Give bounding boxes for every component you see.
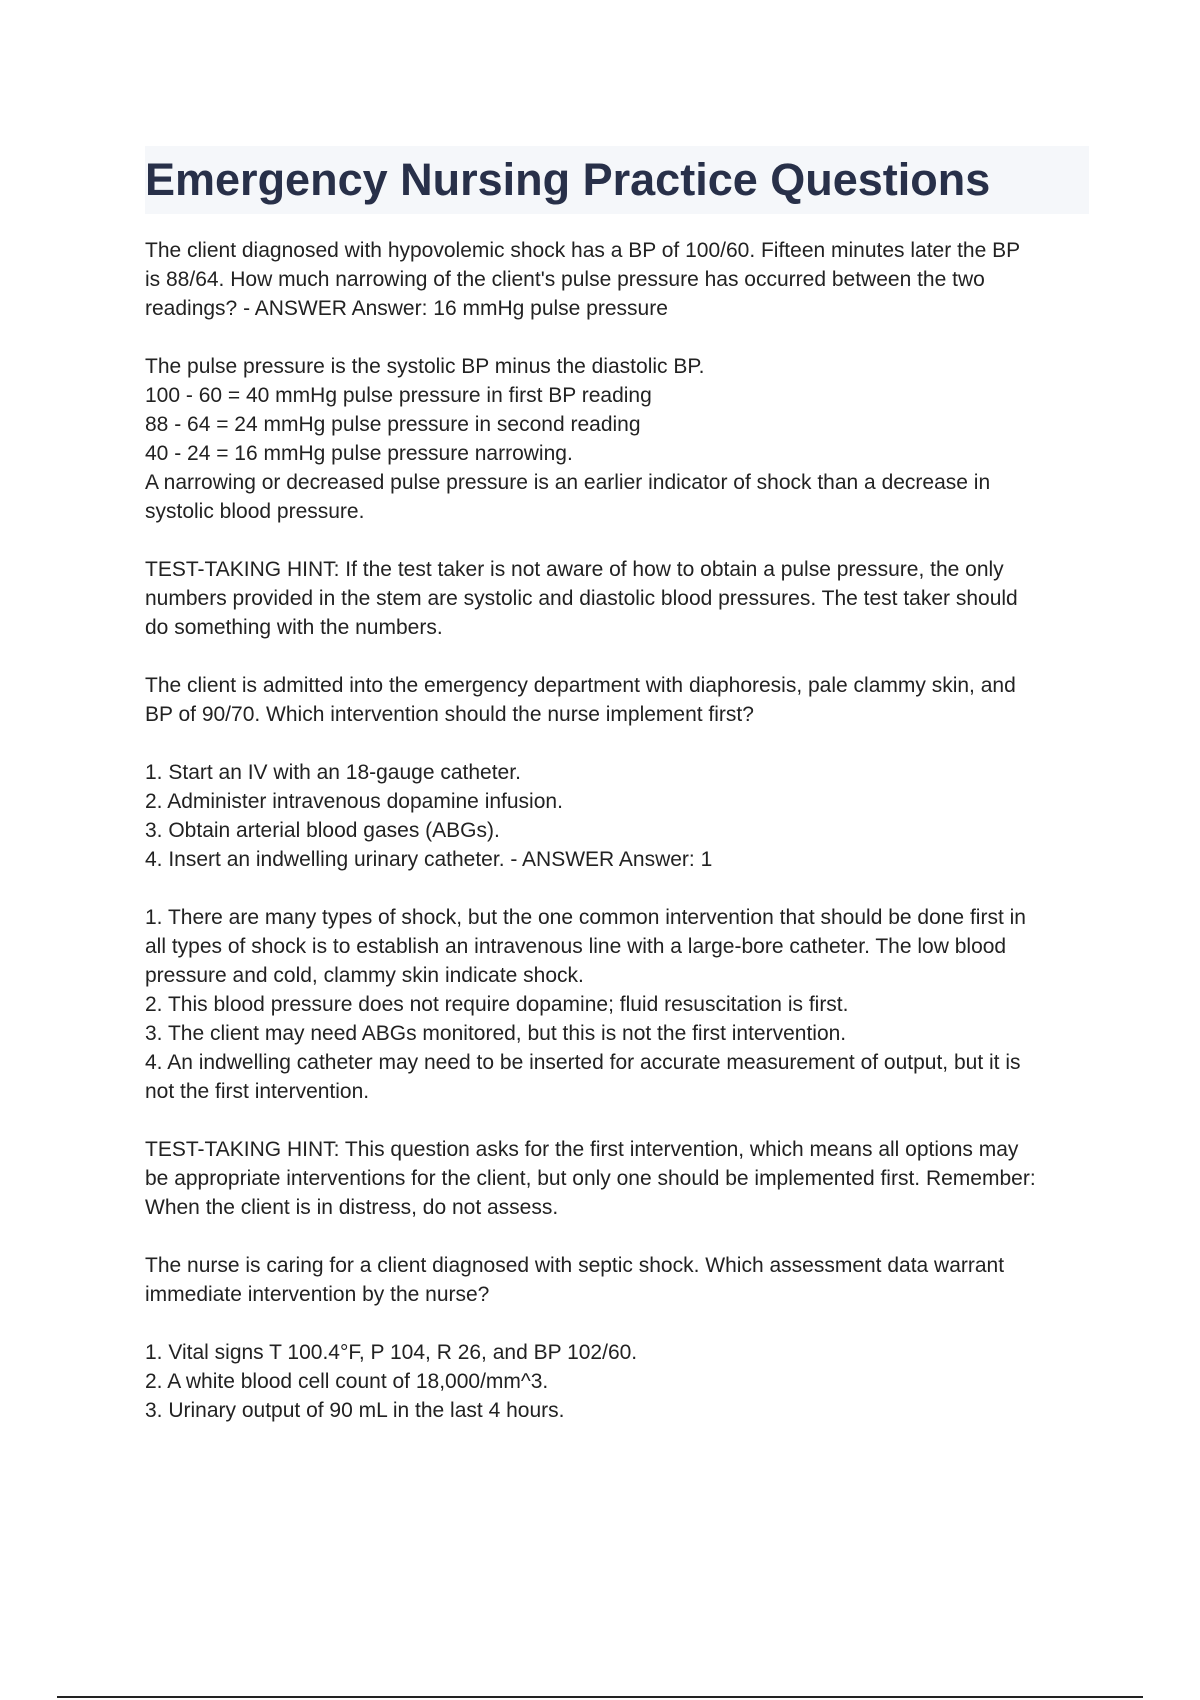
question-2-rationale [145, 903, 1095, 1106]
option-line: 1. Start an IV with an 18-gauge catheter. [145, 761, 521, 784]
question-2-options [145, 758, 1095, 874]
text-line: 2. This blood pressure does not require dopamine; fluid resuscitation is first. [145, 993, 849, 1016]
text-line: do something with the numbers. [145, 616, 443, 639]
option-line: 1. Vital signs T 100.4°F, P 104, R 26, and BP 102/60. [145, 1341, 638, 1364]
text-line: The client is admitted into the emergency department with diaphoresis, pale clammy skin, and [145, 674, 1016, 697]
text-line: numbers provided in the stem are systolic and diastolic blood pressures. The test taker should [145, 587, 1018, 610]
text-line: 100 - 60 = 40 mmHg pulse pressure in first BP reading [145, 384, 652, 407]
option-line: 4. Insert an indwelling urinary catheter. - ANSWER Answer: 1 [145, 848, 713, 871]
text-line: 40 - 24 = 16 mmHg pulse pressure narrowing. [145, 442, 573, 465]
option-line: 2. A white blood cell count of 18,000/mm^3. [145, 1370, 549, 1393]
text-line: not the first intervention. [145, 1080, 370, 1103]
text-line: 4. An indwelling catheter may need to be inserted for accurate measurement of output, but it is [145, 1051, 1021, 1074]
option-line: 3. Urinary output of 90 mL in the last 4 hours. [145, 1399, 565, 1422]
question-2-hint [145, 1135, 1095, 1222]
text-line: systolic blood pressure. [145, 500, 365, 523]
question-1-stem [145, 236, 1095, 323]
text-line: TEST-TAKING HINT: This question asks for the first intervention, which means all options may [145, 1138, 1019, 1161]
document-body [145, 236, 1095, 1454]
question-1-rationale [145, 352, 1095, 526]
question-1-hint [145, 555, 1095, 642]
text-line: The client diagnosed with hypovolemic shock has a BP of 100/60. Fifteen minutes later the BP [145, 239, 1021, 262]
question-3-stem [145, 1251, 1095, 1309]
text-line: be appropriate interventions for the client, but only one should be implemented first. Remember: [145, 1167, 1036, 1190]
question-2-stem [145, 671, 1095, 729]
text-line: The pulse pressure is the systolic BP minus the diastolic BP. [145, 355, 705, 378]
text-line: 88 - 64 = 24 mmHg pulse pressure in second reading [145, 413, 641, 436]
text-line: When the client is in distress, do not assess. [145, 1196, 559, 1219]
question-3-options [145, 1338, 1095, 1425]
text-line: all types of shock is to establish an intravenous line with a large-bore catheter. The low blood [145, 935, 1007, 958]
text-line: is 88/64. How much narrowing of the client's pulse pressure has occurred between the two [145, 268, 985, 291]
text-line: The nurse is caring for a client diagnosed with septic shock. Which assessment data warrant [145, 1254, 1005, 1277]
page-title: Emergency Nursing Practice Questions [145, 154, 991, 205]
text-line: 1. There are many types of shock, but the one common intervention that should be done first in [145, 906, 1026, 929]
option-line: 2. Administer intravenous dopamine infusion. [145, 790, 563, 813]
footer-divider [57, 1696, 1143, 1698]
text-line: TEST-TAKING HINT: If the test taker is not aware of how to obtain a pulse pressure, the only [145, 558, 1004, 581]
text-line: pressure and cold, clammy skin indicate shock. [145, 964, 584, 987]
text-line: A narrowing or decreased pulse pressure is an earlier indicator of shock than a decrease in [145, 471, 991, 494]
text-line: immediate intervention by the nurse? [145, 1283, 490, 1306]
text-line: readings? - ANSWER Answer: 16 mmHg pulse pressure [145, 297, 668, 320]
text-line: BP of 90/70. Which intervention should the nurse implement first? [145, 703, 754, 726]
text-line: 3. The client may need ABGs monitored, but this is not the first intervention. [145, 1022, 847, 1045]
option-line: 3. Obtain arterial blood gases (ABGs). [145, 819, 500, 842]
